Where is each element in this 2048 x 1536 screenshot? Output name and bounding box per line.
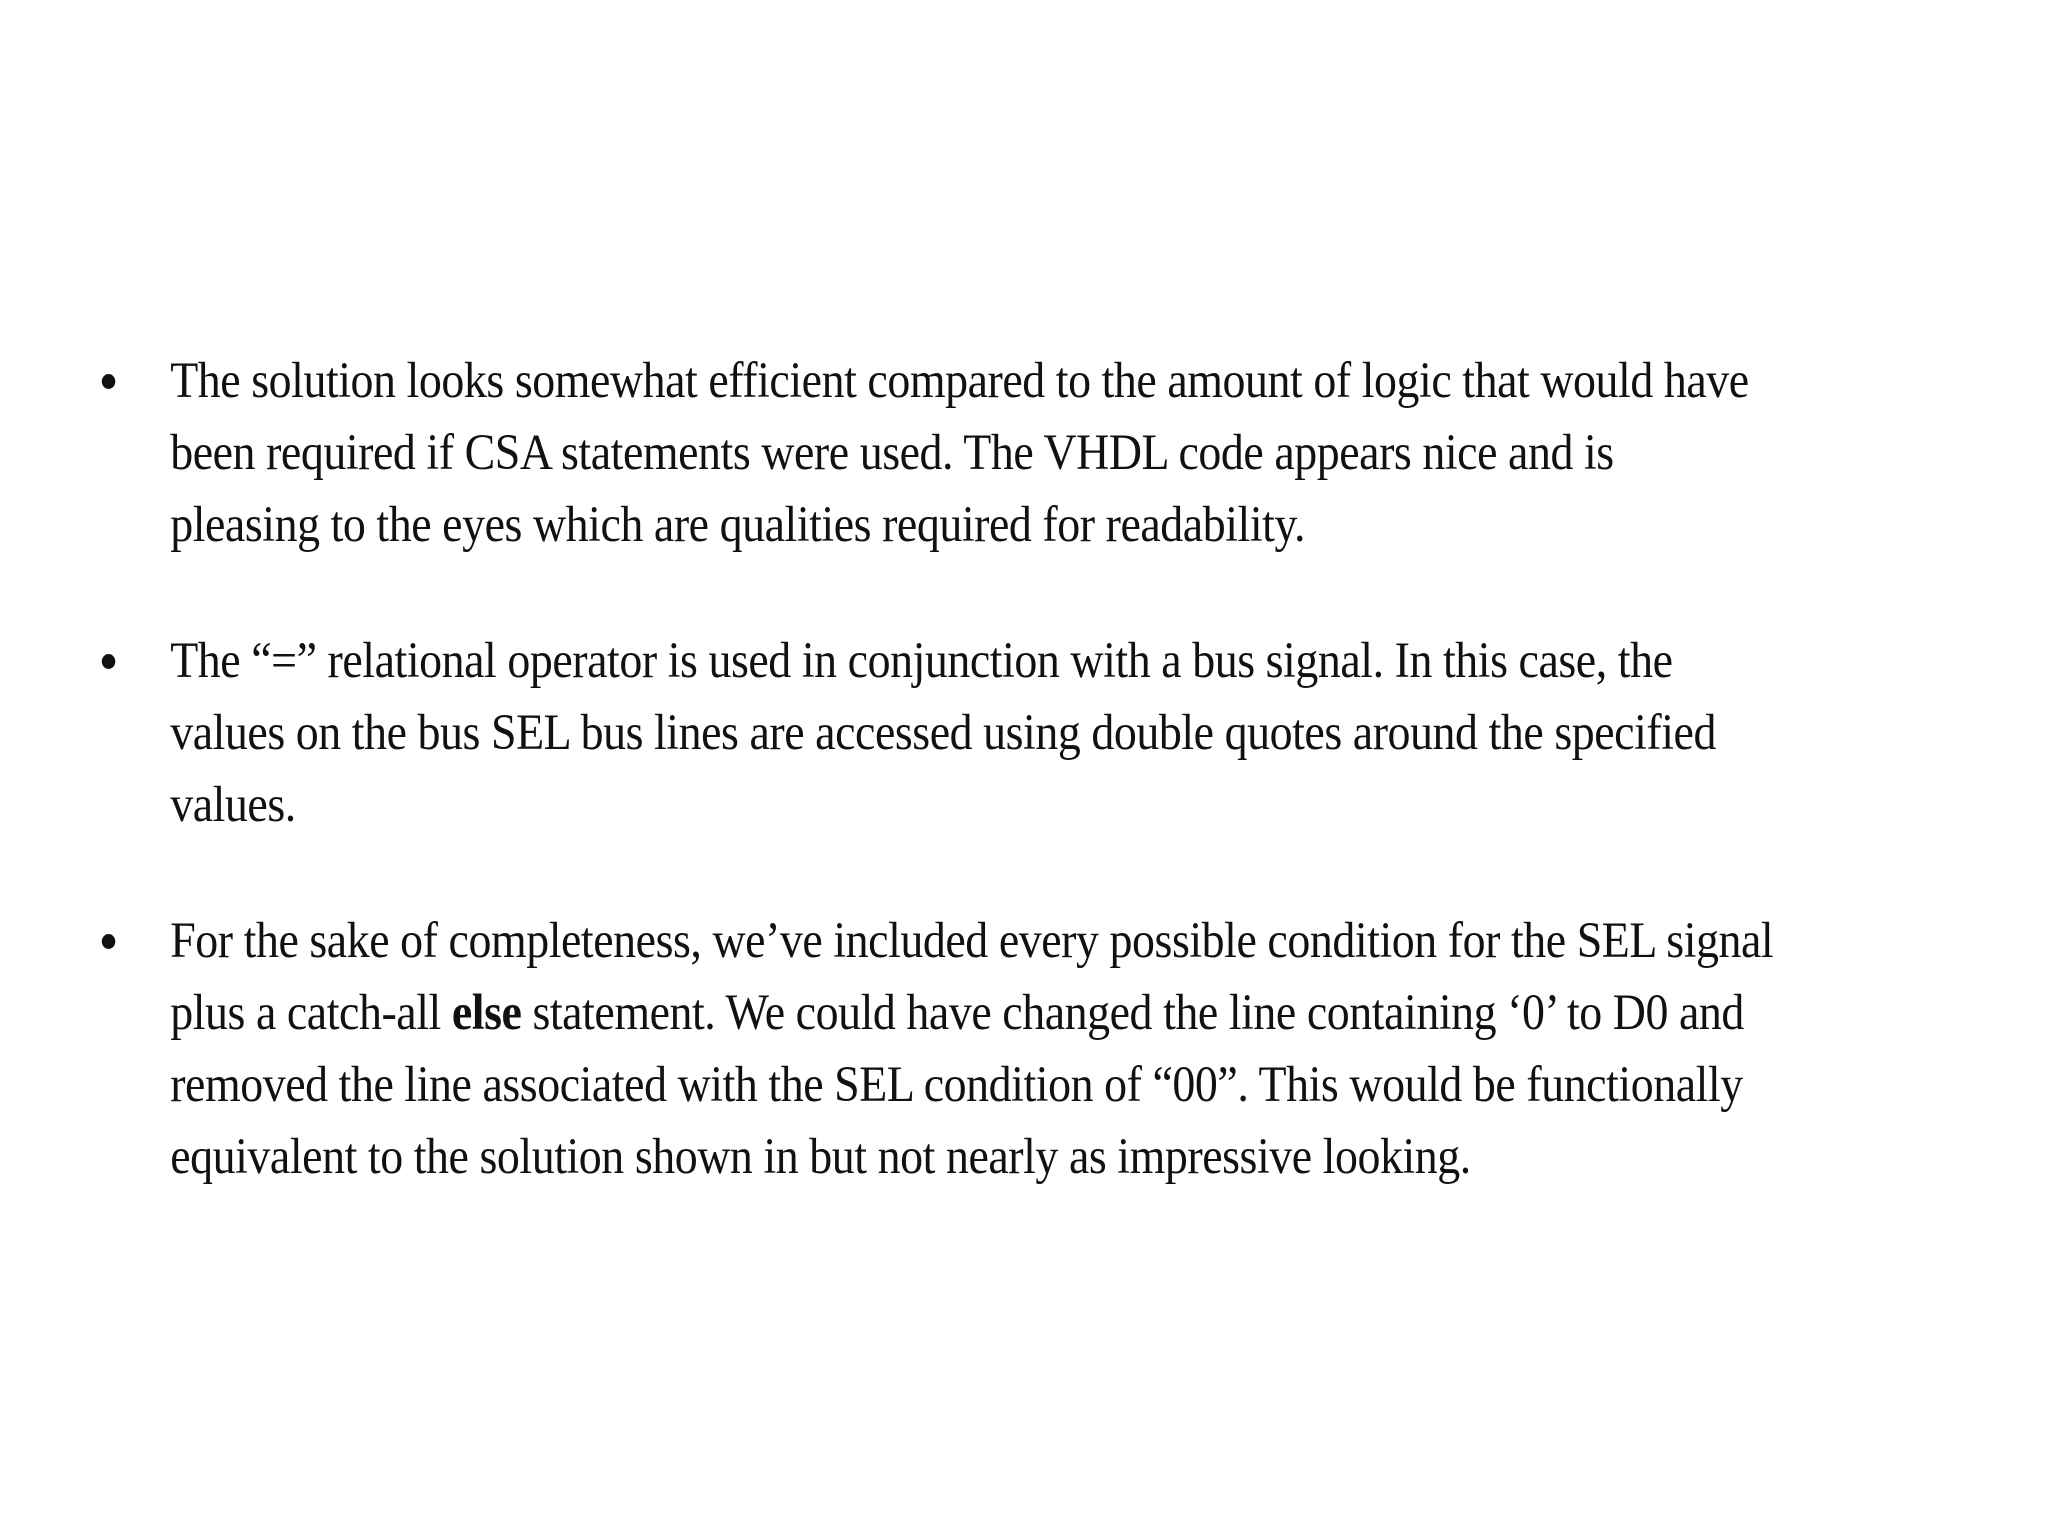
bullet-icon (102, 374, 116, 389)
bullet-text: The “=” relational operator is used in conjunction with a bus signal. In this case, the values on the bus SEL bus lines are accessed using double quotes around the specified values. (170, 633, 1716, 833)
list-item-efficiency (100, 345, 1774, 561)
list-item-completeness (100, 905, 1774, 1193)
list-item-relational-operator (100, 625, 1774, 841)
text-segment: statement. We could have changed the line containing ‘0’ to D0 and removed the line associated with the SEL condition of “00”. This would be functionally equivalent to the solution shown in but not nearly as impressive looking. (170, 985, 1744, 1185)
bullet-list (100, 345, 1960, 1257)
bullet-icon (102, 654, 116, 669)
text-segment: For the sake of completeness, we’ve included every possible condition for the SEL signal plus a catch-all (170, 913, 1774, 1041)
bullet-text: The solution looks somewhat efficient compared to the amount of logic that would have been required if CSA statements were used. The VHDL code appears nice and is pleasing to the eyes which are qualities required for readability. (170, 353, 1749, 553)
bold-keyword-else: else (451, 985, 522, 1041)
bullet-text (170, 913, 1773, 1185)
bullet-icon (102, 934, 116, 949)
